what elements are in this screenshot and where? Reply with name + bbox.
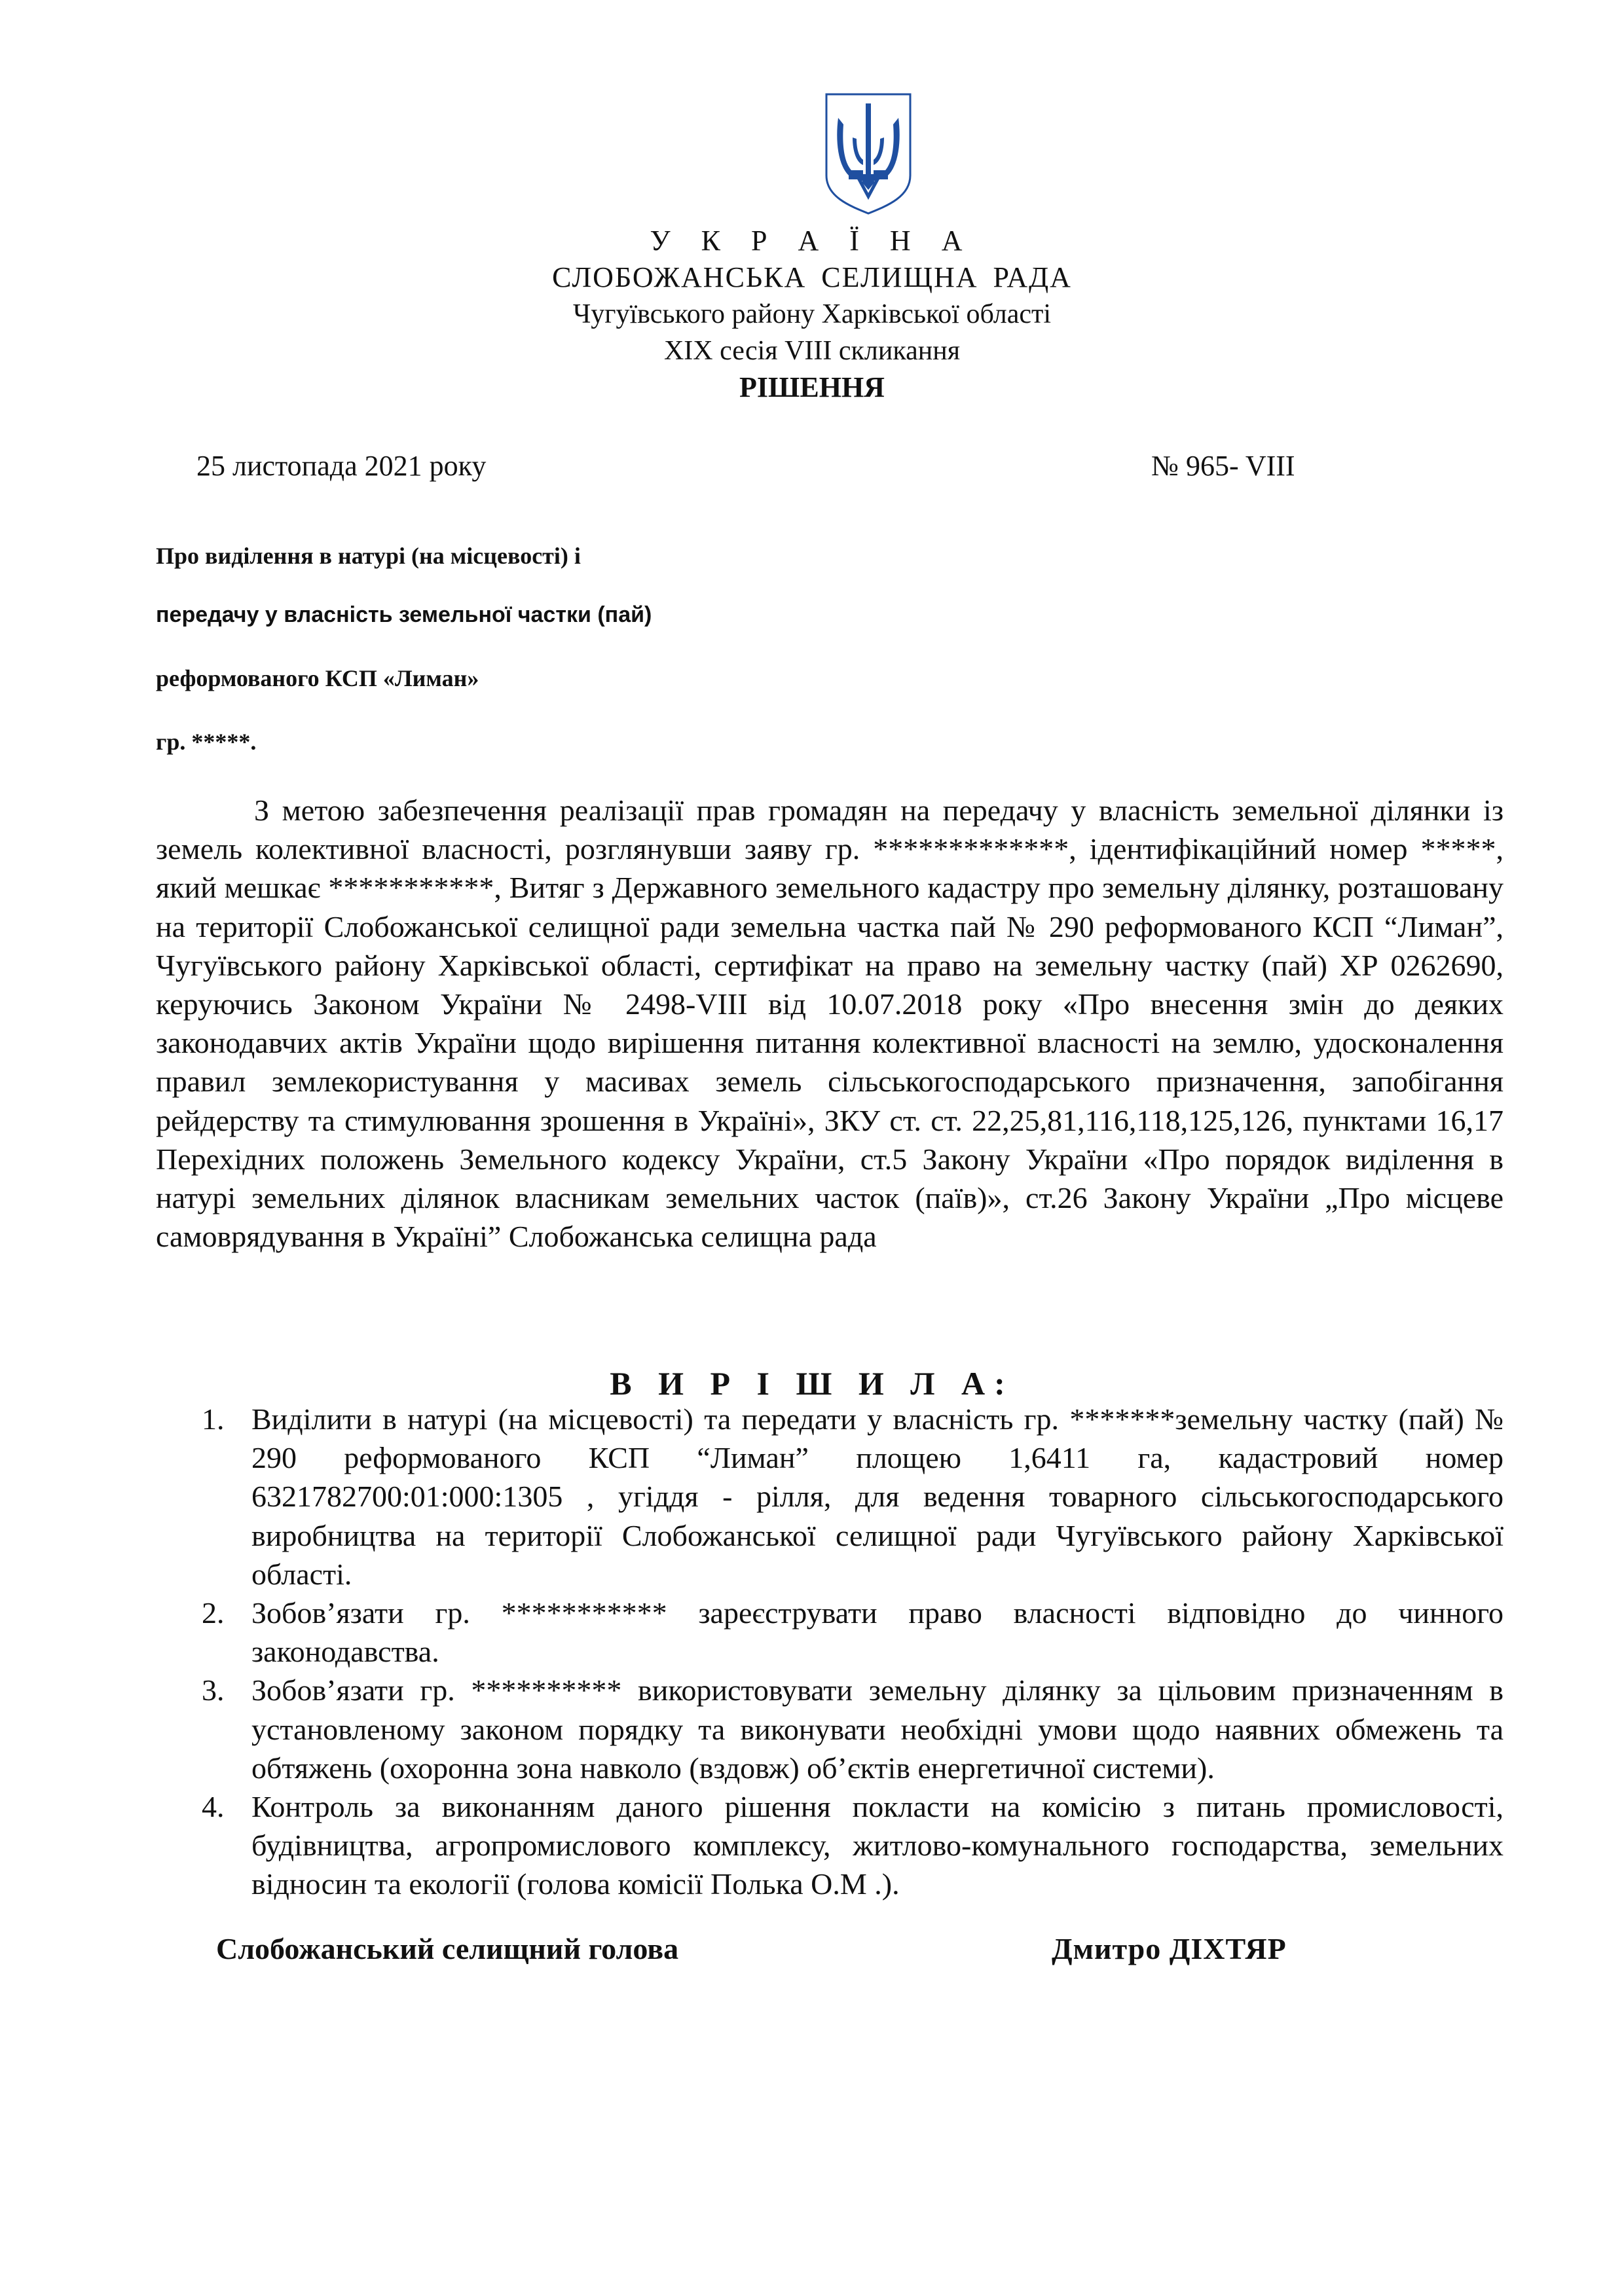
decision-date: 25 листопада 2021 року: [196, 450, 487, 482]
trident-coat-of-arms-icon: [822, 92, 914, 216]
decision-items-list: [156, 1400, 1504, 1904]
list-item-text: Контроль за виконанням даного рішення покласти на комісію з питань промисловості, будівництва, агропромислового комплексу, житлово-комунального господарства, земельних відносин та екології (голова комісії Полька О.М .).: [251, 1790, 1504, 1901]
decided-heading: В И Р І Ш И Л А:: [610, 1365, 1014, 1402]
signer-name: Дмитро ДІХТЯР: [1052, 1932, 1287, 1965]
decision-number: № 965- VIII: [1151, 450, 1295, 482]
list-item-text: Зобов’язати гр. *********** зареєструвати право власності відповідно до чинного законодавства.: [251, 1596, 1504, 1669]
preamble-paragraph: З метою забезпечення реалізації прав громадян на передачу у власність земельної ділянки із земель колективної власності, розглянувши заяву гр. *************, ідентифікаційний номер *****, який мешкає ***********, Витяг з Державного земельного кадастру про земельну ділянку, розташовану на території Слобожанської селищної ради земельна частка пай № 290 реформованого КСП “Лиман”, Чугуївського району Харківської області, сертифікат на право на земельну частку (пай) ХР 0262690, керуючись Законом України № 2498-VIII від 10.07.2018 року «Про внесення змін до деяких законодавчих актів України щодо вирішення питання колективної власності на землю, удосконалення правил землекористування у масивах земель сільськогосподарського призначення, запобігання рейдерству та стимулювання зрошення в Україні», ЗКУ ст. ст. 22,25,81,116,118,125,126, пунктами 16,17 Перехідних положень Земельного кодексу України, ст.5 Закону України «Про порядок виділення в натурі земельних ділянок власникам земельних часток (паїв)», ст.26 Закону України „Про місцеве самоврядування в Україні” Слобожанська селищна рада: [156, 793, 1504, 1254]
subject-line-2: передачу у власність земельної частки (пай): [156, 602, 652, 627]
document-type: РІШЕННЯ: [739, 371, 885, 403]
list-item: [156, 1594, 1504, 1671]
district-name: Чугуївського району Харківської області: [572, 299, 1052, 329]
list-item-number: 2.: [202, 1596, 225, 1630]
list-item-number: 3.: [202, 1673, 225, 1707]
list-item-number: 1.: [202, 1402, 225, 1436]
subject-line-4: гр. *****.: [156, 729, 257, 755]
list-item-text: Виділити в натурі (на місцевості) та передати у власність гр. *******земельну частку (пай) № 290 реформованого КСП “Лиман” площею 1,6411 га, кадастровий номер 6321782700:01:000:1305 , угіддя - рілля, для ведення товарного сільськогосподарського виробництва на території Слобожанської селищної ради Чугуївського району Харківської області.: [251, 1402, 1504, 1591]
list-item-number: 4.: [202, 1790, 225, 1824]
list-item: [156, 1671, 1504, 1787]
subject-line-1: Про виділення в натурі (на місцевості) і: [156, 543, 581, 569]
list-item-text: Зобов’язати гр. ********** використовувати земельну ділянку за цільовим призначенням в установленому законом порядку та виконувати необхідні умови щодо наявних обмежень та обтяжень (охоронна зона навколо (вздовж) об’єктів енергетичної системи).: [251, 1673, 1504, 1785]
signer-title: Слобожанський селищний голова: [216, 1932, 679, 1965]
country-title: У К Р А Ї Н А: [650, 225, 974, 257]
council-name: СЛОБОЖАНСЬКА СЕЛИЩНА РАДА: [552, 261, 1072, 293]
session-info: XIX сесія VIII скликання: [663, 336, 961, 366]
subject-line-3: реформованого КСП «Лиман»: [156, 665, 479, 691]
list-item: [156, 1787, 1504, 1904]
list-item: [156, 1400, 1504, 1594]
